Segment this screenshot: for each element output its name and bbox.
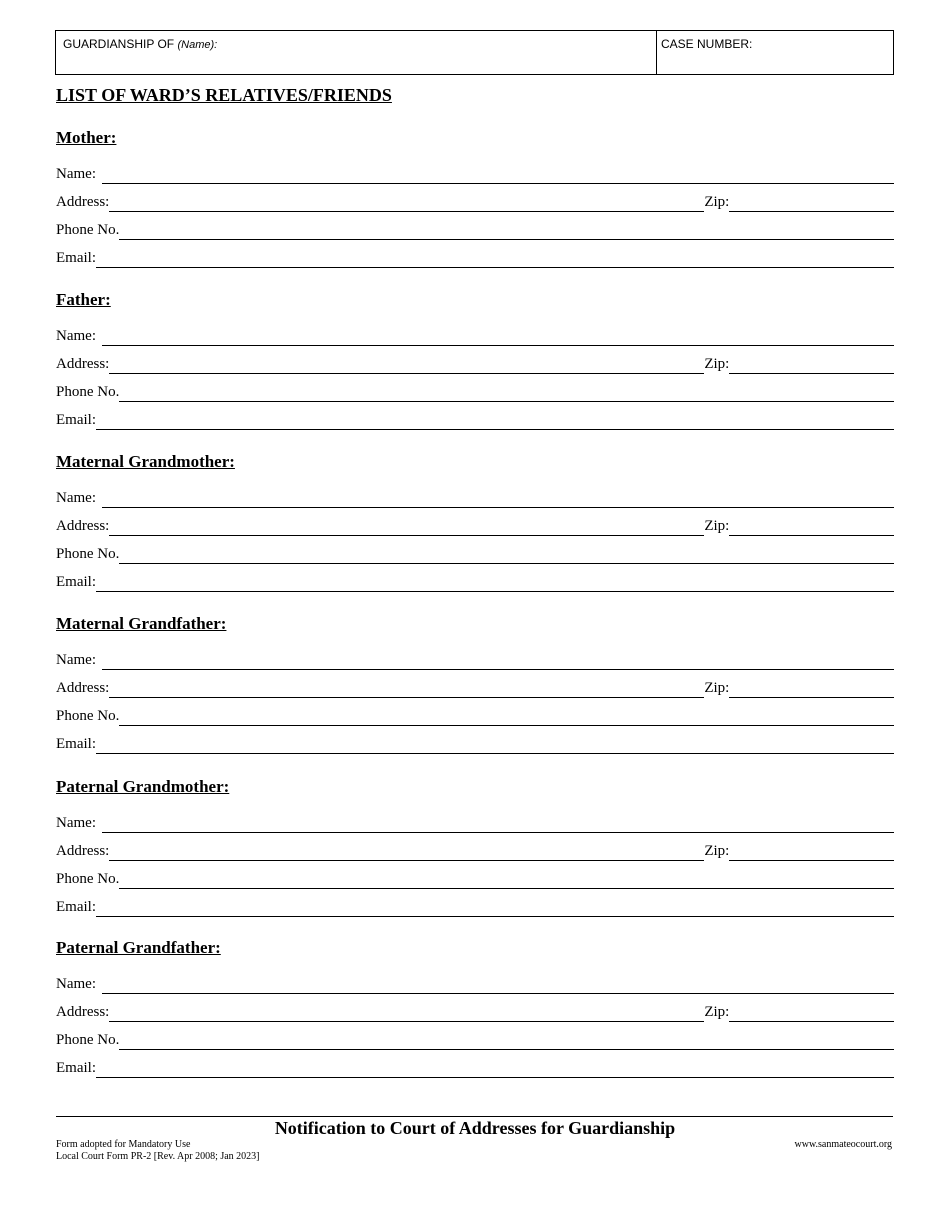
phone-label: Phone No. [56, 1032, 120, 1048]
phone-label: Phone No. [56, 546, 120, 562]
section-heading: Mother: [56, 128, 117, 147]
phone-row [56, 212, 894, 240]
name-row [56, 480, 894, 508]
zip-label: Zip: [704, 194, 730, 210]
email-row [56, 240, 894, 268]
section-maternal-grandmother [56, 452, 894, 592]
name-row [56, 642, 894, 670]
name-input[interactable] [102, 814, 894, 833]
phone-label: Phone No. [56, 384, 120, 400]
email-row [56, 889, 894, 917]
name-input[interactable] [102, 975, 894, 994]
name-input[interactable] [102, 489, 894, 508]
address-row [56, 508, 894, 536]
address-label: Address: [56, 194, 110, 210]
name-label: Name: [56, 166, 96, 182]
zip-input[interactable] [729, 517, 894, 536]
email-input[interactable] [96, 898, 894, 917]
section-maternal-grandfather [56, 614, 894, 754]
name-row [56, 156, 894, 184]
email-label: Email: [56, 574, 96, 590]
email-label: Email: [56, 250, 96, 266]
phone-input[interactable] [119, 870, 894, 889]
zip-input[interactable] [729, 842, 894, 861]
name-label: Name: [56, 976, 96, 992]
address-input[interactable] [109, 193, 704, 212]
phone-row [56, 698, 894, 726]
address-row [56, 346, 894, 374]
phone-input[interactable] [119, 545, 894, 564]
email-row [56, 402, 894, 430]
footer-website: www.sanmateocourt.org [794, 1139, 892, 1150]
phone-input[interactable] [119, 1031, 894, 1050]
address-label: Address: [56, 518, 110, 534]
email-input[interactable] [96, 249, 894, 268]
name-label: Name: [56, 652, 96, 668]
page-title: LIST OF WARD’S RELATIVES/FRIENDS [56, 85, 392, 105]
email-label: Email: [56, 899, 96, 915]
email-input[interactable] [96, 573, 894, 592]
address-input[interactable] [109, 1003, 704, 1022]
address-input[interactable] [109, 679, 704, 698]
name-label: Name: [56, 490, 96, 506]
name-input[interactable] [102, 651, 894, 670]
phone-input[interactable] [119, 383, 894, 402]
case-number-label: CASE NUMBER: [661, 37, 753, 51]
guardianship-of-field[interactable] [56, 31, 657, 74]
phone-row [56, 1022, 894, 1050]
section-father [56, 290, 894, 430]
zip-label: Zip: [704, 356, 730, 372]
phone-row [56, 861, 894, 889]
name-row [56, 966, 894, 994]
zip-input[interactable] [729, 193, 894, 212]
footer-line-2: Local Court Form PR-2 [Rev. Apr 2008; Jan 2023] [56, 1151, 260, 1162]
phone-row [56, 374, 894, 402]
email-label: Email: [56, 736, 96, 752]
footer-form-info [56, 1139, 260, 1163]
address-label: Address: [56, 1004, 110, 1020]
footer-divider [56, 1116, 893, 1117]
name-input[interactable] [102, 327, 894, 346]
phone-input[interactable] [119, 707, 894, 726]
guardianship-of-label: GUARDIANSHIP OF [63, 37, 175, 51]
zip-label: Zip: [704, 518, 730, 534]
section-mother [56, 128, 894, 268]
footer-title: Notification to Court of Addresses for Guardianship [274, 1118, 676, 1138]
address-label: Address: [56, 843, 110, 859]
address-row [56, 833, 894, 861]
phone-label: Phone No. [56, 871, 120, 887]
email-input[interactable] [96, 1059, 894, 1078]
footer-line-1: Form adopted for Mandatory Use [56, 1139, 191, 1150]
email-row [56, 726, 894, 754]
section-heading: Maternal Grandfather: [56, 614, 227, 633]
zip-label: Zip: [704, 1004, 730, 1020]
section-heading: Paternal Grandmother: [56, 777, 230, 796]
zip-input[interactable] [729, 1003, 894, 1022]
section-heading: Maternal Grandmother: [56, 452, 235, 471]
email-label: Email: [56, 1060, 96, 1076]
email-row [56, 564, 894, 592]
address-label: Address: [56, 356, 110, 372]
name-row [56, 318, 894, 346]
address-row [56, 670, 894, 698]
address-input[interactable] [109, 355, 704, 374]
section-paternal-grandmother [56, 777, 894, 917]
email-row [56, 1050, 894, 1078]
zip-label: Zip: [704, 843, 730, 859]
name-label: Name: [56, 815, 96, 831]
case-number-field[interactable] [657, 31, 893, 74]
email-input[interactable] [96, 411, 894, 430]
email-label: Email: [56, 412, 96, 428]
address-row [56, 994, 894, 1022]
zip-input[interactable] [729, 355, 894, 374]
email-input[interactable] [96, 735, 894, 754]
phone-input[interactable] [119, 221, 894, 240]
section-paternal-grandfather [56, 938, 894, 1078]
name-label: Name: [56, 328, 96, 344]
name-row [56, 805, 894, 833]
address-label: Address: [56, 680, 110, 696]
zip-input[interactable] [729, 679, 894, 698]
section-heading: Paternal Grandfather: [56, 938, 221, 957]
section-heading: Father: [56, 290, 111, 309]
address-input[interactable] [109, 842, 704, 861]
phone-label: Phone No. [56, 708, 120, 724]
caption-box [55, 30, 894, 75]
name-input[interactable] [102, 165, 894, 184]
address-input[interactable] [109, 517, 704, 536]
guardianship-of-hint: (Name): [177, 39, 218, 51]
phone-row [56, 536, 894, 564]
phone-label: Phone No. [56, 222, 120, 238]
address-row [56, 184, 894, 212]
zip-label: Zip: [704, 680, 730, 696]
